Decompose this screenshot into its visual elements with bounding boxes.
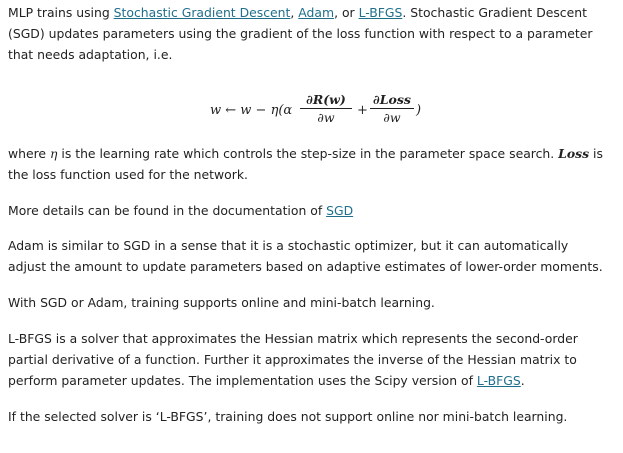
text: Adam is similar to SGD in a sense that it is a stochastic optimizer, but it can automatically adjust the amount to update parameters based on adaptive estimates of lower-order moments. [8, 238, 603, 274]
formula-lhs: w ← w − η(α [210, 103, 293, 118]
text: is the learning rate which controls the step-size in the parameter space search. [57, 146, 559, 161]
online-learning-paragraph [8, 292, 608, 313]
eta-symbol: η [50, 146, 58, 161]
scipy-lbfgs-link[interactable]: L-BFGS [476, 373, 521, 388]
text: More details can be found in the documentation of [8, 203, 327, 218]
intro-text: MLP trains using [8, 5, 114, 20]
sgd-docs-link[interactable]: SGD [326, 203, 354, 218]
text: where [8, 146, 50, 161]
formula-plus: + [357, 103, 368, 118]
sgd-link[interactable]: Stochastic Gradient Descent [113, 5, 291, 20]
formula-fraction-regularization [300, 92, 352, 126]
more-details-paragraph [8, 200, 608, 221]
text: With SGD or Adam, training supports online and mini-batch learning. [8, 295, 435, 310]
text: . [520, 373, 525, 388]
separator: , or [334, 5, 359, 20]
solver-note-paragraph [8, 406, 608, 427]
lbfgs-paragraph [8, 328, 608, 391]
fraction-denominator: ∂w [370, 108, 414, 126]
lbfgs-link[interactable]: L-BFGS [358, 5, 403, 20]
fraction-numerator: ∂R(w) [306, 92, 346, 107]
fraction-numerator: ∂Loss [373, 92, 411, 107]
formula-close: ) [416, 103, 422, 118]
update-formula [210, 92, 450, 132]
adam-link[interactable]: Adam [298, 5, 335, 20]
text: L-BFGS is a solver that approximates the Hessian matrix which represents the second-order partial derivative of a function. Further it approximates the inverse of the Hessian matrix to perform parameter updates. The implementation uses the Scipy version of [8, 331, 578, 388]
formula-fraction-loss [370, 92, 414, 126]
adam-paragraph [8, 235, 608, 277]
text: is the loss function used for the network. [8, 146, 603, 182]
loss-symbol: Loss [558, 146, 590, 161]
intro-text-rest: . Stochastic Gradient Descent (SGD) updates parameters using the gradient of the loss function with respect to a parameter that needs adaptation, i.e. [8, 5, 593, 62]
learning-rate-paragraph [8, 143, 608, 185]
intro-paragraph [8, 2, 608, 65]
text: If the selected solver is ‘L-BFGS’, training does not support online nor mini-batch learning. [8, 409, 568, 424]
separator: , [290, 5, 299, 20]
fraction-denominator: ∂w [300, 108, 352, 126]
